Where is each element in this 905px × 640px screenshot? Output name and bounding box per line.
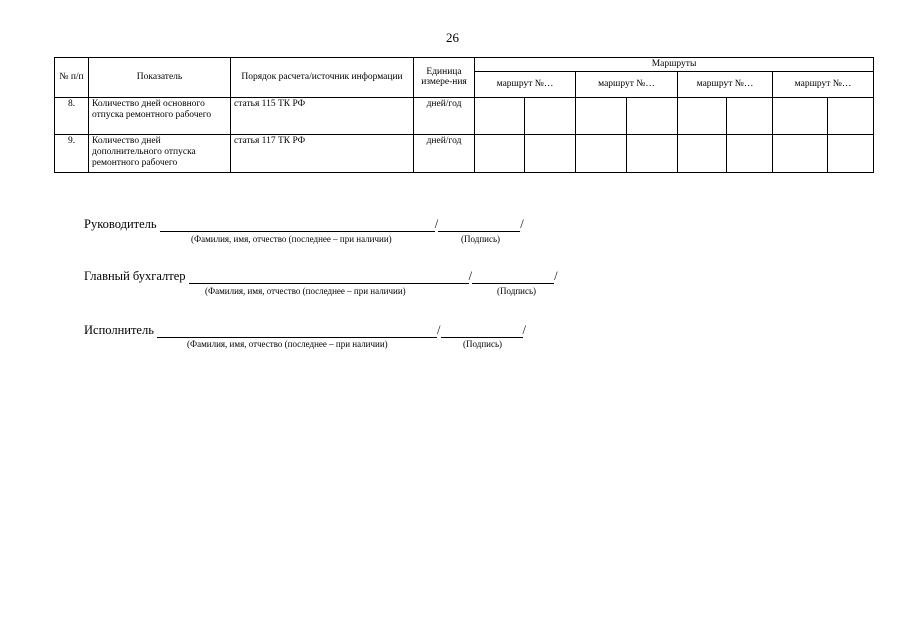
route-cell: [727, 134, 773, 172]
header-route-4: маршрут №…: [773, 71, 874, 97]
header-route-2: маршрут №…: [576, 71, 678, 97]
route-cell: [576, 97, 627, 134]
route-cell: [576, 134, 627, 172]
route-cell: [525, 134, 576, 172]
caption-sign: (Подпись): [497, 286, 537, 296]
row-indicator: Количество дней основного отпуска ремонтного рабочего: [89, 97, 231, 134]
signature-label: Исполнитель: [84, 323, 154, 337]
signature-line-executor: Исполнитель / /: [84, 323, 527, 337]
caption-sign: (Подпись): [463, 339, 503, 349]
name-field[interactable]: [160, 218, 435, 232]
row-unit: дней/год: [414, 97, 475, 134]
header-unit: Единица измере-ния: [414, 58, 475, 98]
route-cell: [828, 97, 874, 134]
header-route-3: маршрут №…: [678, 71, 773, 97]
row-source: статья 117 ТК РФ: [231, 134, 414, 172]
route-cell: [773, 134, 828, 172]
caption-name: (Фамилия, имя, отчество (последнее – при наличии): [191, 234, 392, 244]
header-routes: Маршруты: [475, 58, 874, 72]
route-cell: [525, 97, 576, 134]
header-source: Порядок расчета/источник информации: [231, 58, 414, 98]
route-cell: [727, 97, 773, 134]
indicators-table: [54, 57, 874, 173]
caption-name: (Фамилия, имя, отчество (последнее – при наличии): [187, 339, 388, 349]
route-cell: [828, 134, 874, 172]
sign-field[interactable]: [441, 324, 523, 338]
route-cell: [678, 134, 727, 172]
row-num: 8.: [55, 97, 89, 134]
route-cell: [475, 134, 525, 172]
caption-name: (Фамилия, имя, отчество (последнее – при наличии): [205, 286, 406, 296]
name-field[interactable]: [189, 270, 469, 284]
signature-line-director: Руководитель / /: [84, 217, 524, 231]
row-num: 9.: [55, 134, 89, 172]
signature-label: Руководитель: [84, 217, 157, 231]
table-row: [55, 97, 874, 134]
name-field[interactable]: [157, 324, 437, 338]
route-cell: [678, 97, 727, 134]
route-cell: [627, 134, 678, 172]
row-source: статья 115 ТК РФ: [231, 97, 414, 134]
caption-sign: (Подпись): [461, 234, 501, 244]
route-cell: [475, 97, 525, 134]
signature-label: Главный бухгалтер: [84, 269, 186, 283]
row-indicator: Количество дней дополнительного отпуска ремонтного рабочего: [89, 134, 231, 172]
page-number: 26: [446, 30, 459, 45]
row-unit: дней/год: [414, 134, 475, 172]
table-row: [55, 134, 874, 172]
signature-line-chief-accountant: Главный бухгалтер / /: [84, 269, 558, 283]
route-cell: [627, 97, 678, 134]
sign-field[interactable]: [472, 270, 554, 284]
sign-field[interactable]: [438, 218, 520, 232]
header-num: № п/п: [55, 58, 89, 98]
route-cell: [773, 97, 828, 134]
header-route-1: маршрут №…: [475, 71, 576, 97]
header-indicator: Показатель: [89, 58, 231, 98]
